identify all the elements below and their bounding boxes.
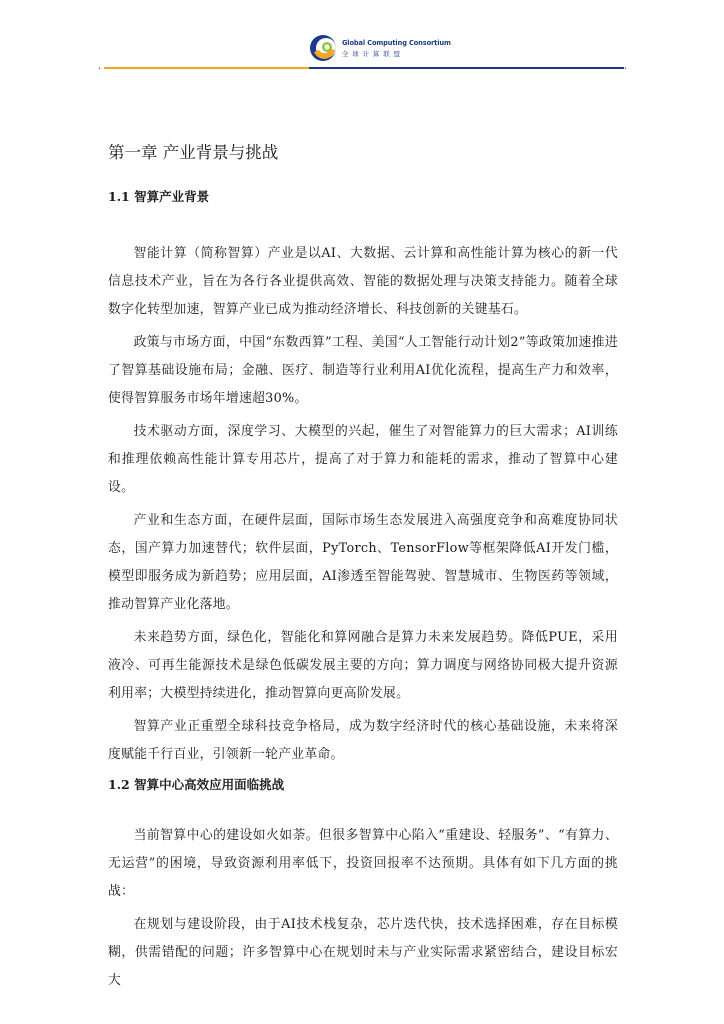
- gcc-logo-icon: [308, 32, 340, 64]
- paragraph: 未来趋势方面，绿色化，智能化和算网融合是算力未来发展趋势。降低PUE，采用液冷、可再生能源技术是绿色低碳发展主要的方向；算力调度与网络协同极大提升资源利用率；大模型持续进化，推动智算向更高阶发展。: [108, 630, 618, 701]
- gcc-logo: [308, 32, 451, 66]
- header-divider-orange: [104, 67, 309, 69]
- org-name-en: Global Computing Consortium: [342, 39, 451, 47]
- section-heading: 1.2 智算中心高效应用面临挑战: [108, 777, 285, 792]
- header-divider: [104, 67, 624, 69]
- paragraph: 当前智算中心的建设如火如荼。但很多智算中心陷入“重建设、轻服务”、“有算力、无运营”的困境，导致资源利用率低下，投资回报率不达预期。具体有如下几方面的挑战：: [108, 828, 618, 899]
- section-heading: 1.1 智算产业背景: [108, 189, 210, 204]
- org-name-cn: 全球计算联盟: [342, 50, 404, 58]
- paragraph: 智能计算（简称智算）产业是以AI、大数据、云计算和高性能计算为核心的新一代信息技术产业，旨在为各行各业提供高效、智能的数据处理与决策支持能力。随着全球数字化转型加速，智算产业已成为推动经济增长、科技创新的关键基石。: [108, 246, 618, 317]
- chapter-title: 第一章 产业背景与挑战: [108, 143, 279, 162]
- paragraph: 产业和生态方面，在硬件层面，国际市场生态发展进入高强度竞争和高难度协同状态，国产算力加速替代；软件层面，PyTorch、TensorFlow等框架降低AI开发门槛，模型即服务成为新趋势；应用层面，AI渗透至智能驾驶、智慧城市、生物医药等领域，推动智算产业化落地。: [108, 513, 618, 612]
- paragraph: 在规划与建设阶段，由于AI技术栈复杂，芯片迭代快，技术选择困难，存在目标模糊，供需错配的问题；许多智算中心在规划时未与产业实际需求紧密结合，建设目标宏大: [108, 917, 618, 988]
- paragraph: 技术驱动方面，深度学习、大模型的兴起，催生了对智能算力的巨大需求；AI训练和推理依赖高性能计算专用芯片，提高了对于算力和能耗的需求，推动了智算中心建设。: [108, 424, 618, 495]
- document-body: [108, 140, 618, 995]
- header-rule-marker-right: •: [624, 66, 627, 72]
- paragraph: 智算产业正重塑全球科技竞争格局，成为数字经济时代的核心基础设施，未来将深度赋能千行百业，引领新一轮产业革命。: [108, 719, 618, 762]
- header-rule-marker-left: •: [98, 66, 101, 72]
- header-divider-blue: [309, 67, 624, 69]
- page-header: [0, 0, 724, 72]
- paragraph: 政策与市场方面，中国“东数西算”工程、美国“人工智能行动计划2”等政策加速推进了智算基础设施布局；金融、医疗、制造等行业利用AI优化流程，提高生产力和效率，使得智算服务市场年增速超30%。: [108, 335, 618, 406]
